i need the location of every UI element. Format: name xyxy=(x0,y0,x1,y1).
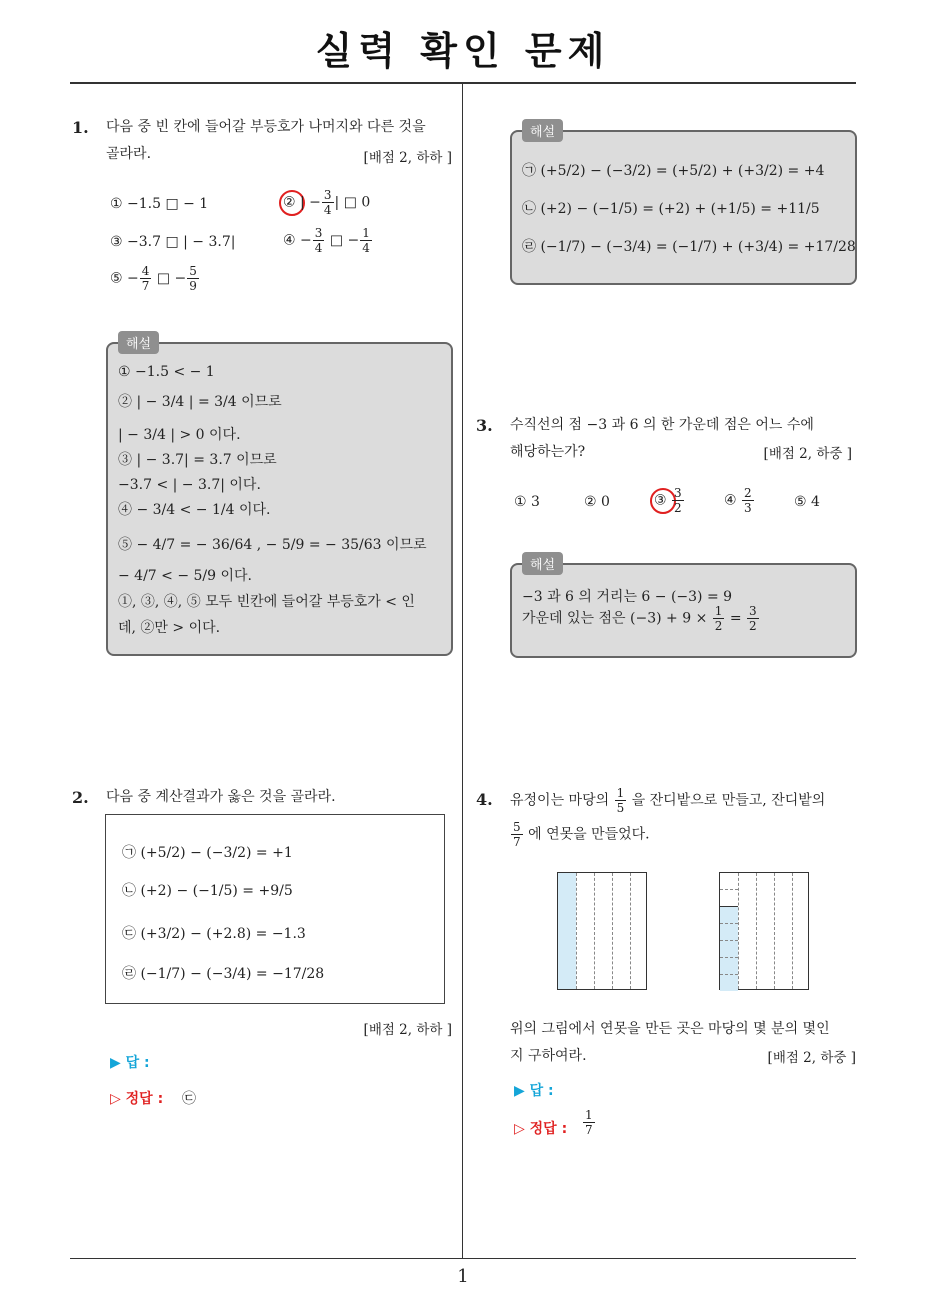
q4-frac2 xyxy=(511,820,523,849)
q4-correct-label: ▷ 정답 : xyxy=(514,1121,568,1137)
q2-text: 다음 중 계산결과가 옳은 것을 골라라. xyxy=(106,789,336,805)
q1-solution-line: ①, ③, ④, ⑤ 모두 빈칸에 들어갈 부등호가 < 인 xyxy=(118,594,415,610)
q4-text-line2 xyxy=(510,820,650,849)
frac-denominator: 4 xyxy=(314,241,323,255)
grid-line xyxy=(792,873,793,989)
frac-numerator: 4 xyxy=(141,264,150,278)
q1-meta: [배점 2, 하하 ] xyxy=(363,150,452,166)
grid-line xyxy=(720,906,738,907)
q2-correct-value: ㉢ xyxy=(182,1091,196,1107)
q4-number: 4. xyxy=(476,790,493,809)
frac-numerator: 3 xyxy=(314,226,323,240)
q1-option-2[interactable] xyxy=(283,188,370,217)
q4-answer-label[interactable]: ▶ 답 : xyxy=(514,1083,554,1099)
q3-solution-line1: −3 과 6 의 거리는 6 − (−3) = 9 xyxy=(522,589,733,605)
frac-numerator: 3 xyxy=(323,188,332,202)
grid-line xyxy=(756,873,757,989)
q1-option-5[interactable] xyxy=(110,264,200,293)
q1-solution-line: ④ − 3/4 < − 1/4 이다. xyxy=(118,502,271,518)
q1-solution-line: 데, ②만 > 이다. xyxy=(118,620,221,636)
q1-option-4[interactable] xyxy=(283,226,373,255)
q2-item: ㉢ (+3/2) − (+2.8) = −1.3 xyxy=(122,926,306,942)
q1-option-4-frac2 xyxy=(360,226,372,255)
q1-solution-line: − 4/7 < − 5/9 이다. xyxy=(118,568,253,584)
q3-option-1[interactable]: ① 3 xyxy=(514,494,540,510)
q1-option-3[interactable]: ③ −3.7 □ | − 3.7| xyxy=(110,234,236,250)
grid-line xyxy=(738,873,739,989)
grid-line xyxy=(576,873,577,989)
pond-fill xyxy=(720,906,738,991)
q1-solution-line: ① −1.5 < − 1 xyxy=(118,364,215,380)
q1-option-4-label: ④ − xyxy=(283,232,312,249)
q3-option-3-frac xyxy=(672,486,684,515)
frac-denominator: 4 xyxy=(323,203,332,217)
q1-option-5-label: ⑤ − xyxy=(110,270,139,287)
frac-numerator: 5 xyxy=(189,264,197,278)
q2-solution-line: ㉣ (−1/7) − (−3/4) = (−1/7) + (+3/4) = +17/28 xyxy=(522,239,856,255)
q2-item: ㉣ (−1/7) − (−3/4) = −17/28 xyxy=(122,966,325,982)
frac-denominator: 2 xyxy=(749,619,757,633)
q1-text-line1: 다음 중 빈 칸에 들어갈 부등호가 나머지와 다른 것을 xyxy=(106,119,426,135)
q3-option-4[interactable] xyxy=(724,486,755,515)
q2-solution-line: ㉠ (+5/2) − (−3/2) = (+5/2) + (+3/2) = +4 xyxy=(522,163,825,179)
page-number: 1 xyxy=(457,1266,469,1287)
grid-line xyxy=(720,974,738,975)
q1-solution-line: | − 3/4 | > 0 이다. xyxy=(118,427,241,443)
grid-line xyxy=(774,873,775,989)
grid-line xyxy=(720,940,738,941)
page-title: 실력 확인 문제 xyxy=(315,29,611,73)
q4-text-part: 을 잔디밭으로 만들고, 잔디밭의 xyxy=(631,792,826,809)
q1-text-line2: 골라라. xyxy=(106,146,152,162)
frac-numerator: 3 xyxy=(674,486,682,500)
q4-correct-frac xyxy=(583,1108,595,1137)
q1-number: 1. xyxy=(72,118,89,137)
q3-text-line2: 해당하는가? xyxy=(510,444,586,460)
q2-answer-label[interactable]: ▶ 답 : xyxy=(110,1055,150,1071)
q1-option-5-mid: □ − xyxy=(152,270,187,287)
q3-number: 3. xyxy=(476,416,493,435)
q4-text-line1 xyxy=(510,786,825,815)
q3-meta: [배점 2, 하중 ] xyxy=(763,446,852,462)
frac-denominator: 3 xyxy=(744,501,752,515)
q1-solution-tag: 해설 xyxy=(118,331,159,354)
q4-correct-value xyxy=(582,1108,596,1137)
q3-solution-line2 xyxy=(522,604,760,633)
q1-option-2-tail: | □ 0 xyxy=(334,194,371,211)
frac-denominator: 2 xyxy=(674,501,682,515)
q3-solution-frac2 xyxy=(747,604,759,633)
bottom-rule xyxy=(70,1258,856,1259)
q3-option-4-frac xyxy=(742,486,754,515)
frac-numerator: 1 xyxy=(714,604,723,618)
q3-option-2[interactable]: ② 0 xyxy=(584,494,610,510)
grid-line xyxy=(720,957,738,958)
frac-denominator: 2 xyxy=(714,619,723,633)
q1-option-4-frac1 xyxy=(313,226,325,255)
lawn-fill xyxy=(558,873,576,989)
q3-text-line1: 수직선의 점 −3 과 6 의 한 가운데 점은 어느 수에 xyxy=(510,417,814,433)
frac-denominator: 7 xyxy=(513,835,521,849)
yard-figure-lawn xyxy=(557,872,647,990)
grid-line xyxy=(594,873,595,989)
frac-numerator: 1 xyxy=(616,786,625,800)
q1-option-5-frac2 xyxy=(187,264,199,293)
grid-line xyxy=(720,889,738,890)
grid-line xyxy=(720,923,738,924)
equals-sign: = xyxy=(729,610,742,627)
yard-figure-pond xyxy=(719,872,809,990)
q4-question-line2: 지 구하여라. xyxy=(510,1048,587,1064)
frac-numerator: 1 xyxy=(585,1108,593,1122)
frac-denominator: 4 xyxy=(362,241,370,255)
q3-option-3[interactable] xyxy=(654,486,685,515)
q4-text-part: 유정이는 마당의 xyxy=(510,792,610,809)
q2-solution-tag: 해설 xyxy=(522,119,563,142)
frac-denominator: 9 xyxy=(189,279,197,293)
frac-denominator: 7 xyxy=(585,1123,593,1137)
frac-denominator: 5 xyxy=(616,801,625,815)
frac-denominator: 7 xyxy=(141,279,150,293)
q1-option-5-frac1 xyxy=(140,264,152,293)
q4-frac1 xyxy=(615,786,627,815)
column-divider xyxy=(462,84,463,1258)
q3-option-5[interactable]: ⑤ 4 xyxy=(794,494,820,510)
q1-option-2-label: ② | − xyxy=(283,194,321,211)
frac-numerator: 3 xyxy=(749,604,757,618)
q2-correct-label: ▷ 정답 : xyxy=(110,1091,164,1107)
frac-numerator: 2 xyxy=(744,486,752,500)
q1-solution-line: −3.7 < | − 3.7| 이다. xyxy=(118,477,261,493)
q3-option-3-label: ③ xyxy=(654,492,667,509)
top-rule xyxy=(70,82,856,84)
q3-solution-line2-text: 가운데 있는 점은 (−3) + 9 × xyxy=(522,610,708,627)
grid-line xyxy=(630,873,631,989)
grid-line xyxy=(612,873,613,989)
q1-option-4-mid: □ − xyxy=(325,232,360,249)
q1-solution-line: ⑤ − 4/7 = − 36/64 , − 5/9 = − 35/63 이므로 xyxy=(118,537,427,553)
q2-item: ㉠ (+5/2) − (−3/2) = +1 xyxy=(122,845,293,861)
q2-solution-line: ㉡ (+2) − (−1/5) = (+2) + (+1/5) = +11/5 xyxy=(522,201,820,217)
q4-question-line1: 위의 그림에서 연못을 만든 곳은 마당의 몇 분의 몇인 xyxy=(510,1021,830,1037)
q1-option-1[interactable]: ① −1.5 □ − 1 xyxy=(110,196,209,212)
q3-option-4-label: ④ xyxy=(724,492,737,509)
q2-item: ㉡ (+2) − (−1/5) = +9/5 xyxy=(122,883,293,899)
q3-solution-frac1 xyxy=(713,604,725,633)
q4-meta: [배점 2, 하중 ] xyxy=(767,1050,856,1066)
q2-meta: [배점 2, 하하 ] xyxy=(363,1022,452,1038)
q1-solution-line: ③ | − 3.7| = 3.7 이므로 xyxy=(118,452,277,468)
q4-text-part: 에 연못을 만들었다. xyxy=(528,826,650,843)
q1-solution-line: ② | − 3/4 | = 3/4 이므로 xyxy=(118,394,282,410)
frac-numerator: 5 xyxy=(513,820,521,834)
q1-option-2-frac xyxy=(322,188,334,217)
q2-number: 2. xyxy=(72,788,89,807)
q3-solution-tag: 해설 xyxy=(522,552,563,575)
frac-numerator: 1 xyxy=(362,226,370,240)
